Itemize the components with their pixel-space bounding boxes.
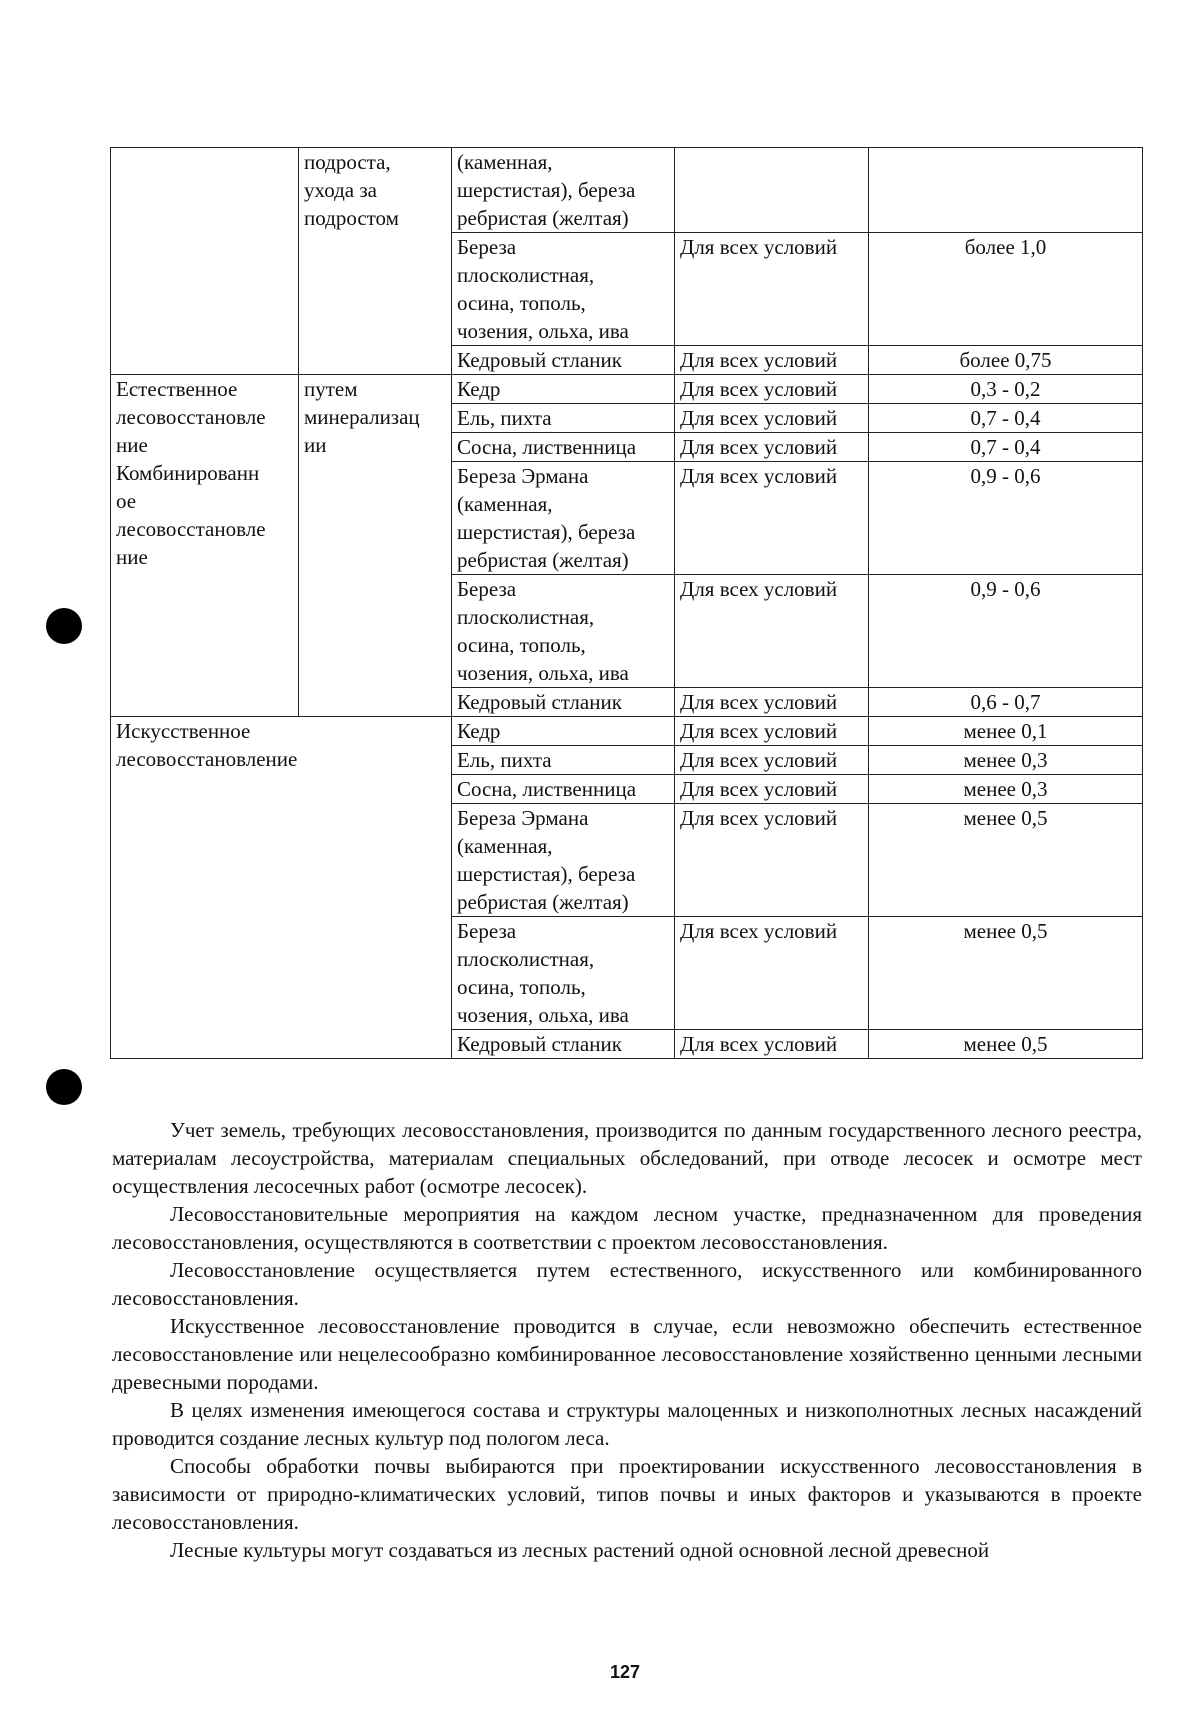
- cell-line: ребристая (желтая): [457, 206, 629, 230]
- cell-line: лесовосстановле: [116, 405, 266, 429]
- species-cell: [452, 688, 675, 717]
- cell-line: Береза Эрмана: [457, 464, 589, 488]
- technique-cell: [299, 148, 452, 375]
- cell-line: лесовосстановле: [116, 517, 266, 541]
- cell-line: чозения, ольха, ива: [457, 661, 629, 685]
- cell-line: шерстистая), береза: [457, 178, 636, 202]
- body-text: [112, 1116, 1142, 1564]
- cell-line: (каменная,: [457, 492, 553, 516]
- cell-line: Искусственное: [116, 719, 251, 743]
- value-cell: менее 0,5: [869, 1030, 1143, 1059]
- condition-cell: Для всех условий: [675, 233, 869, 346]
- cell-line: Ель, пихта: [457, 406, 552, 430]
- value-cell: 0,7 - 0,4: [869, 404, 1143, 433]
- value-cell: менее 0,1: [869, 717, 1143, 746]
- species-cell: [452, 917, 675, 1030]
- cell-line: Кедровый стланик: [457, 690, 622, 714]
- paragraph: Учет земель, требующих лесовосстановления, производится по данным государственного лесного реестра, материалам лесоустройства, материалам специальных обследований, при отводе лесосек и осмотре мест осуществления лесосечных работ (осмотре лесосек).: [112, 1118, 1142, 1198]
- species-cell: [452, 746, 675, 775]
- species-cell: [452, 233, 675, 346]
- cell-line: Ель, пихта: [457, 748, 552, 772]
- condition-cell: Для всех условий: [675, 575, 869, 688]
- cell-line: чозения, ольха, ива: [457, 319, 629, 343]
- species-cell: [452, 462, 675, 575]
- condition-cell: Для всех условий: [675, 375, 869, 404]
- cell-line: Кедр: [457, 377, 501, 401]
- cell-line: Береза Эрмана: [457, 806, 589, 830]
- cell-line: (каменная,: [457, 834, 553, 858]
- condition-cell: Для всех условий: [675, 404, 869, 433]
- species-cell: [452, 1030, 675, 1059]
- condition-cell: Для всех условий: [675, 804, 869, 917]
- method-cell: [111, 375, 299, 717]
- paragraph: Искусственное лесовосстановление проводится в случае, если невозможно обеспечить естественное лесовосстановление или нецелесообразно комбинированное лесовосстановление хозяйственно ценными лесными древесными породами.: [112, 1314, 1142, 1394]
- species-cell: [452, 404, 675, 433]
- value-cell: 0,9 - 0,6: [869, 462, 1143, 575]
- technique-cell: [299, 375, 452, 717]
- method-cell: [111, 148, 299, 375]
- species-cell: [452, 575, 675, 688]
- value-cell: менее 0,3: [869, 746, 1143, 775]
- cell-line: ухода за: [304, 178, 377, 202]
- species-cell: [452, 148, 675, 233]
- paragraph: В целях изменения имеющегося состава и структуры малоценных и низкополнотных лесных насаждений проводится создание лесных культур под пологом леса.: [112, 1398, 1142, 1450]
- cell-line: ии: [304, 433, 327, 457]
- paragraph: Лесовосстановление осуществляется путем естественного, искусственного или комбинированного лесовосстановления.: [112, 1258, 1142, 1310]
- cell-line: Береза: [457, 577, 517, 601]
- value-cell: менее 0,3: [869, 775, 1143, 804]
- cell-line: ое: [116, 489, 137, 513]
- paragraph: Лесовосстановительные мероприятия на каждом лесном участке, предназначенном для проведения лесовосстановления, осуществляются в соответствии с проектом лесовосстановления.: [112, 1202, 1142, 1254]
- punch-hole-lower: [46, 1069, 82, 1105]
- cell-line: Сосна, лиственница: [457, 435, 637, 459]
- cell-line: ние: [116, 545, 148, 569]
- value-cell: более 0,75: [869, 346, 1143, 375]
- condition-cell: Для всех условий: [675, 462, 869, 575]
- cell-line: Береза: [457, 919, 517, 943]
- cell-line: (каменная,: [457, 150, 553, 174]
- cell-line: ребристая (желтая): [457, 548, 629, 572]
- cell-line: Естественное: [116, 377, 238, 401]
- punch-hole-upper: [46, 608, 82, 644]
- species-cell: [452, 433, 675, 462]
- condition-cell: Для всех условий: [675, 1030, 869, 1059]
- value-cell: менее 0,5: [869, 804, 1143, 917]
- table-row: [111, 375, 1143, 404]
- cell-line: лесовосстановление: [116, 747, 298, 771]
- condition-cell: Для всех условий: [675, 717, 869, 746]
- cell-line: подроста,: [304, 150, 391, 174]
- value-cell: 0,7 - 0,4: [869, 433, 1143, 462]
- condition-cell: Для всех условий: [675, 746, 869, 775]
- value-cell: 0,6 - 0,7: [869, 688, 1143, 717]
- species-cell: [452, 717, 675, 746]
- cell-line: осина, тополь,: [457, 975, 586, 999]
- value-cell: [869, 148, 1143, 233]
- condition-cell: Для всех условий: [675, 433, 869, 462]
- cell-line: осина, тополь,: [457, 291, 586, 315]
- reforestation-table: [110, 147, 1143, 1059]
- cell-line: шерстистая), береза: [457, 520, 636, 544]
- cell-line: ние: [116, 433, 148, 457]
- cell-line: Кедр: [457, 719, 501, 743]
- species-cell: [452, 775, 675, 804]
- condition-cell: Для всех условий: [675, 346, 869, 375]
- table-row: [111, 717, 1143, 746]
- condition-cell: Для всех условий: [675, 775, 869, 804]
- paragraph: Способы обработки почвы выбираются при проектировании искусственного лесовосстановления в зависимости от природно-климатических условий, типов почвы и иных факторов и указываются в проекте лесовосстановления.: [112, 1454, 1142, 1534]
- cell-line: Кедровый стланик: [457, 1032, 622, 1056]
- cell-line: подростом: [304, 206, 399, 230]
- condition-cell: [675, 148, 869, 233]
- cell-line: шерстистая), береза: [457, 862, 636, 886]
- value-cell: 0,9 - 0,6: [869, 575, 1143, 688]
- cell-line: плосколистная,: [457, 605, 595, 629]
- species-cell: [452, 346, 675, 375]
- value-cell: 0,3 - 0,2: [869, 375, 1143, 404]
- condition-cell: Для всех условий: [675, 917, 869, 1030]
- cell-line: осина, тополь,: [457, 633, 586, 657]
- cell-line: плосколистная,: [457, 947, 595, 971]
- cell-line: плосколистная,: [457, 263, 595, 287]
- condition-cell: Для всех условий: [675, 688, 869, 717]
- method-cell: [111, 717, 452, 1059]
- table-row: [111, 148, 1143, 233]
- cell-line: ребристая (желтая): [457, 890, 629, 914]
- cell-line: Кедровый стланик: [457, 348, 622, 372]
- value-cell: менее 0,5: [869, 917, 1143, 1030]
- cell-line: путем: [304, 377, 358, 401]
- paragraph: Лесные культуры могут создаваться из лесных растений одной основной лесной древесной: [170, 1538, 990, 1562]
- cell-line: Комбинированн: [116, 461, 260, 485]
- cell-line: Береза: [457, 235, 517, 259]
- cell-line: минерализац: [304, 405, 420, 429]
- species-cell: [452, 375, 675, 404]
- cell-line: Сосна, лиственница: [457, 777, 637, 801]
- species-cell: [452, 804, 675, 917]
- cell-line: чозения, ольха, ива: [457, 1003, 629, 1027]
- page-number: 127: [609, 1662, 641, 1682]
- value-cell: более 1,0: [869, 233, 1143, 346]
